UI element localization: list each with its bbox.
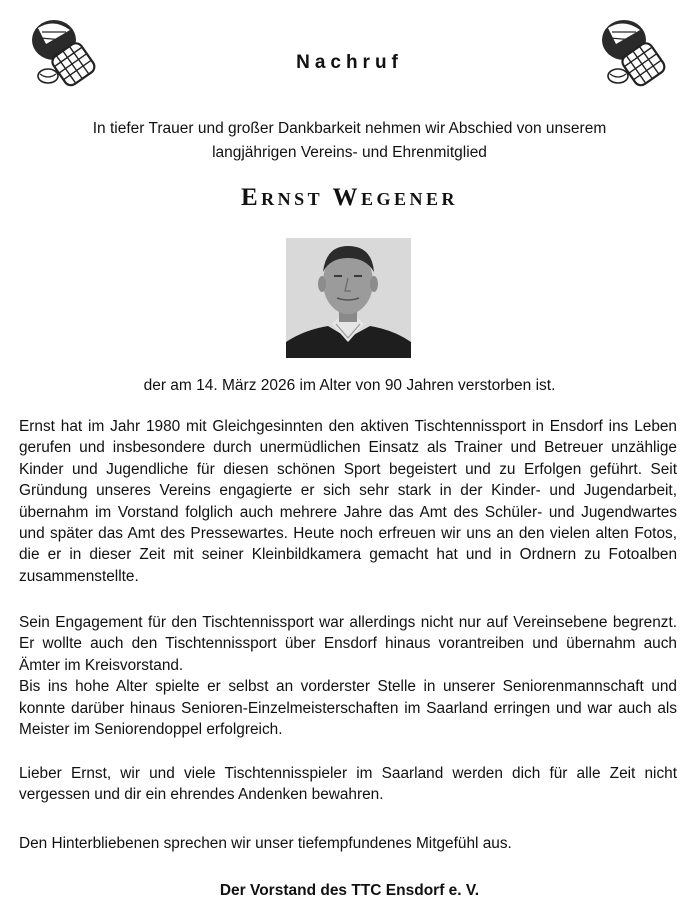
portrait-photo	[286, 238, 411, 358]
intro-text	[40, 117, 659, 165]
intro-line-1: In tiefer Trauer und großer Dankbarkeit nehmen wir Abschied von unserem	[92, 120, 607, 137]
death-notice: der am 14. März 2026 im Alter von 90 Jahren verstorben ist.	[143, 377, 556, 394]
paragraph-2	[19, 612, 677, 740]
intro-line-2: langjährigen Vereins- und Ehrenmitglied	[212, 144, 487, 161]
signature: Der Vorstand des TTC Ensdorf e. V.	[219, 882, 480, 899]
paragraph-1: Ernst hat im Jahr 1980 mit Gleichgesinnten den aktiven Tischtennissport in Ensdorf ins Leben gerufen und insbesondere durch unermüdlichen Einsatz als Trainer und Betreuer unzählige Kinder und Jugendliche für diesen schönen Sport begeistert und zu Erfolgen geführt. Seit Gründung unseres Vereins engagierte er sich sehr stark in der Kinder- und Jugendarbeit, übernahm im Vorstand folglich auch mehrere Jahre das Amt des Schüler- und Jugendwartes und später das Amt des Pressewartes. Heute noch erfreuen wir uns an den vielen alten Fotos, die er in dieser Zeit mit seiner Kleinbildkamera gemacht hat und in Ordnern zu Fotoalben zusammenstellte.	[19, 418, 677, 585]
paragraph-2b: Bis ins hohe Alter spielte er selbst an vorderster Stelle in unserer Seniorenmannschaft und konnte darüber hinaus Senioren-Einzelmeisterschaften im Saarland erringen und war auch als Meister im Seniorendoppel erfolgreich.	[19, 678, 677, 739]
deceased-name: Ernst Wegener	[240, 184, 458, 211]
paragraph-2a: Sein Engagement für den Tischtennissport war allerdings nicht nur auf Vereinsebene begrenzt. Er wollte auch den Tischtennissport über Ensdorf hinaus vorantreiben und übernahm auch Ämter im Kreisvorstand.	[19, 614, 677, 674]
paragraph-4: Den Hinterbliebenen sprechen wir unser tiefempfundenes Mitgefühl aus.	[19, 835, 512, 852]
paragraph-3: Lieber Ernst, wir und viele Tischtennisspieler im Saarland werden dich für alle Zeit nicht vergessen und dir ein ehrendes Andenken bewahren.	[19, 765, 677, 804]
page-title: Nachruf	[296, 52, 403, 73]
